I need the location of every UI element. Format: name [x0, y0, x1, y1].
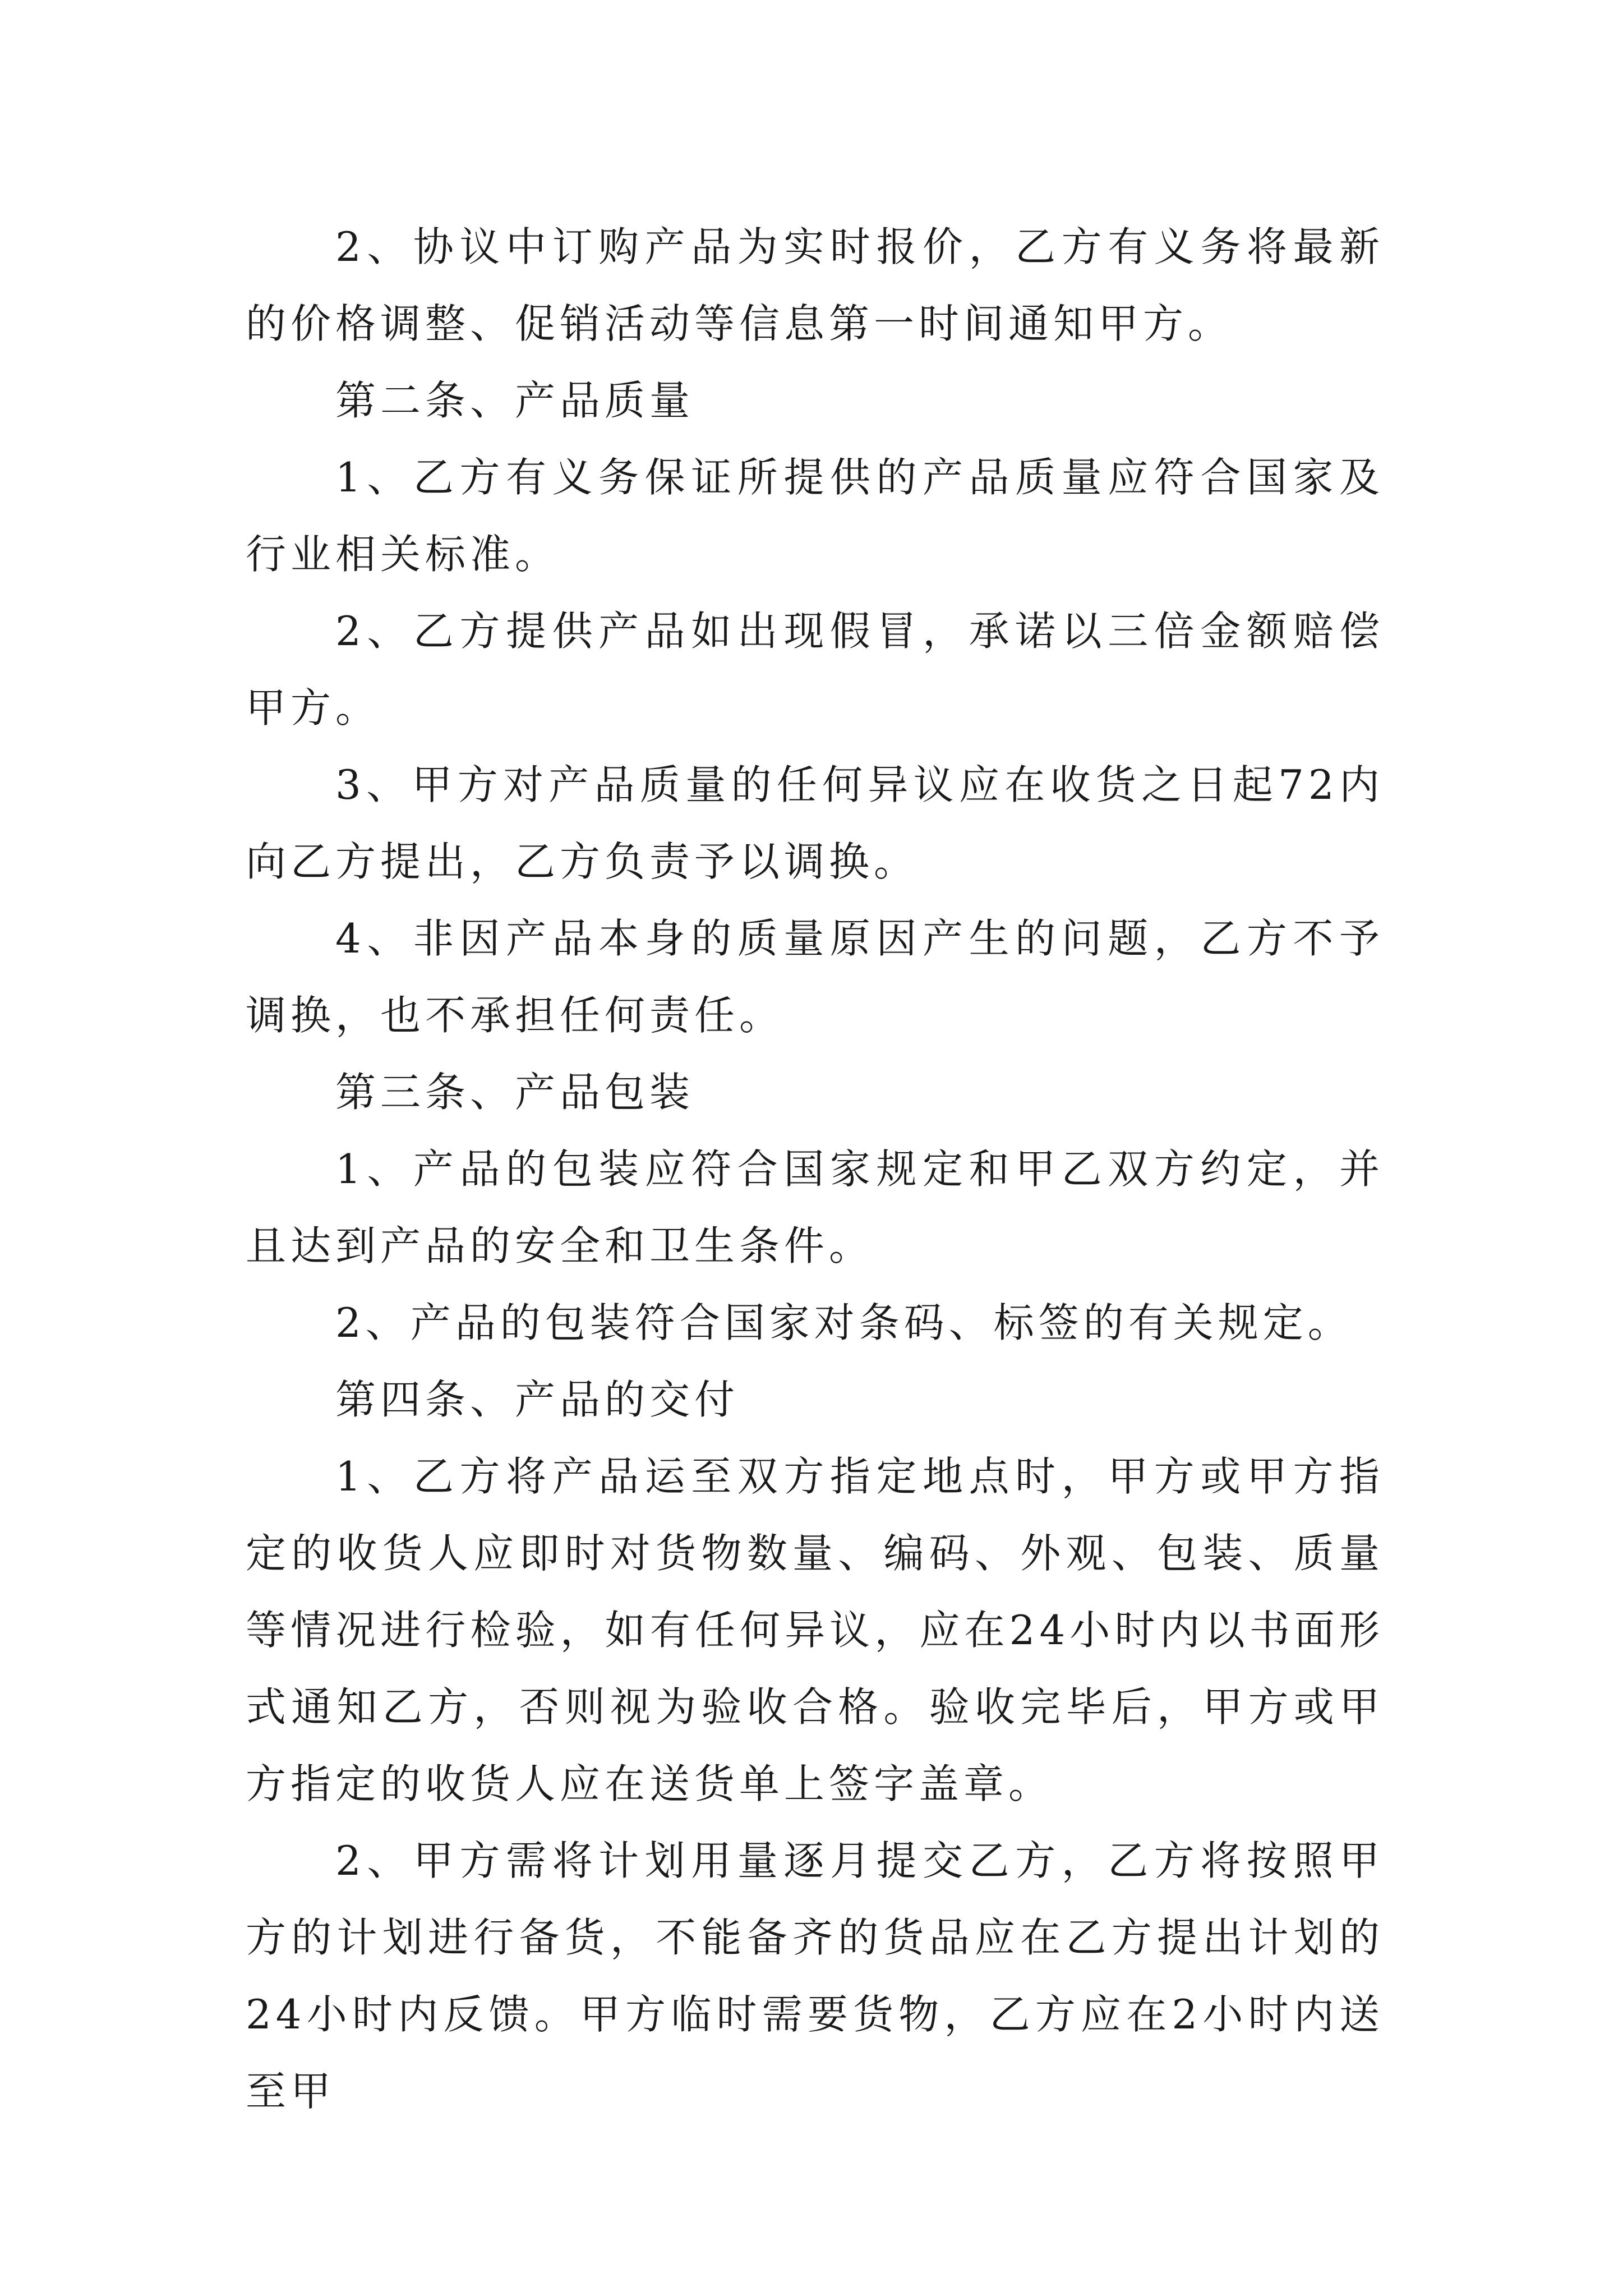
- document-body: [246, 209, 1384, 2130]
- clause-paragraph: 4、非因产品本身的质量原因产生的问题，乙方不予调换，也不承担任何责任。: [246, 915, 1384, 1039]
- section-heading: 第三条、产品包装: [335, 1069, 695, 1116]
- clause-paragraph: 1、乙方将产品运至双方指定地点时，甲方或甲方指定的收货人应即时对货物数量、编码、外观、包装、质量等情况进行检验，如有任何异议，应在24小时内以书面形式通知乙方，否则视为验收合格。验收完毕后，甲方或甲方指定的收货人应在送货单上签字盖章。: [246, 1453, 1384, 1807]
- clause-paragraph: 1、产品的包装应符合国家规定和甲乙双方约定，并且达到产品的安全和卫生条件。: [246, 1145, 1384, 1269]
- section-heading: 第四条、产品的交付: [335, 1376, 740, 1423]
- section-heading: 第二条、产品质量: [335, 377, 695, 424]
- clause-paragraph: 3、甲方对产品质量的任何异议应在收货之日起72内向乙方提出，乙方负责予以调换。: [246, 761, 1384, 885]
- clause-paragraph: 2、甲方需将计划用量逐月提交乙方，乙方将按照甲方的计划进行备货，不能备齐的货品应在乙方提出计划的24小时内反馈。甲方临时需要货物，乙方应在2小时内送至甲: [246, 1837, 1384, 2115]
- clause-paragraph: 2、产品的包装符合国家对条码、标签的有关规定。: [335, 1299, 1353, 1346]
- clause-paragraph: 2、乙方提供产品如出现假冒，承诺以三倍金额赔偿甲方。: [246, 608, 1384, 731]
- clause-paragraph: 1、乙方有义务保证所提供的产品质量应符合国家及行业相关标准。: [246, 454, 1384, 578]
- clause-paragraph: 2、协议中订购产品为实时报价，乙方有义务将最新的价格调整、促销活动等信息第一时间通知甲方。: [246, 223, 1384, 347]
